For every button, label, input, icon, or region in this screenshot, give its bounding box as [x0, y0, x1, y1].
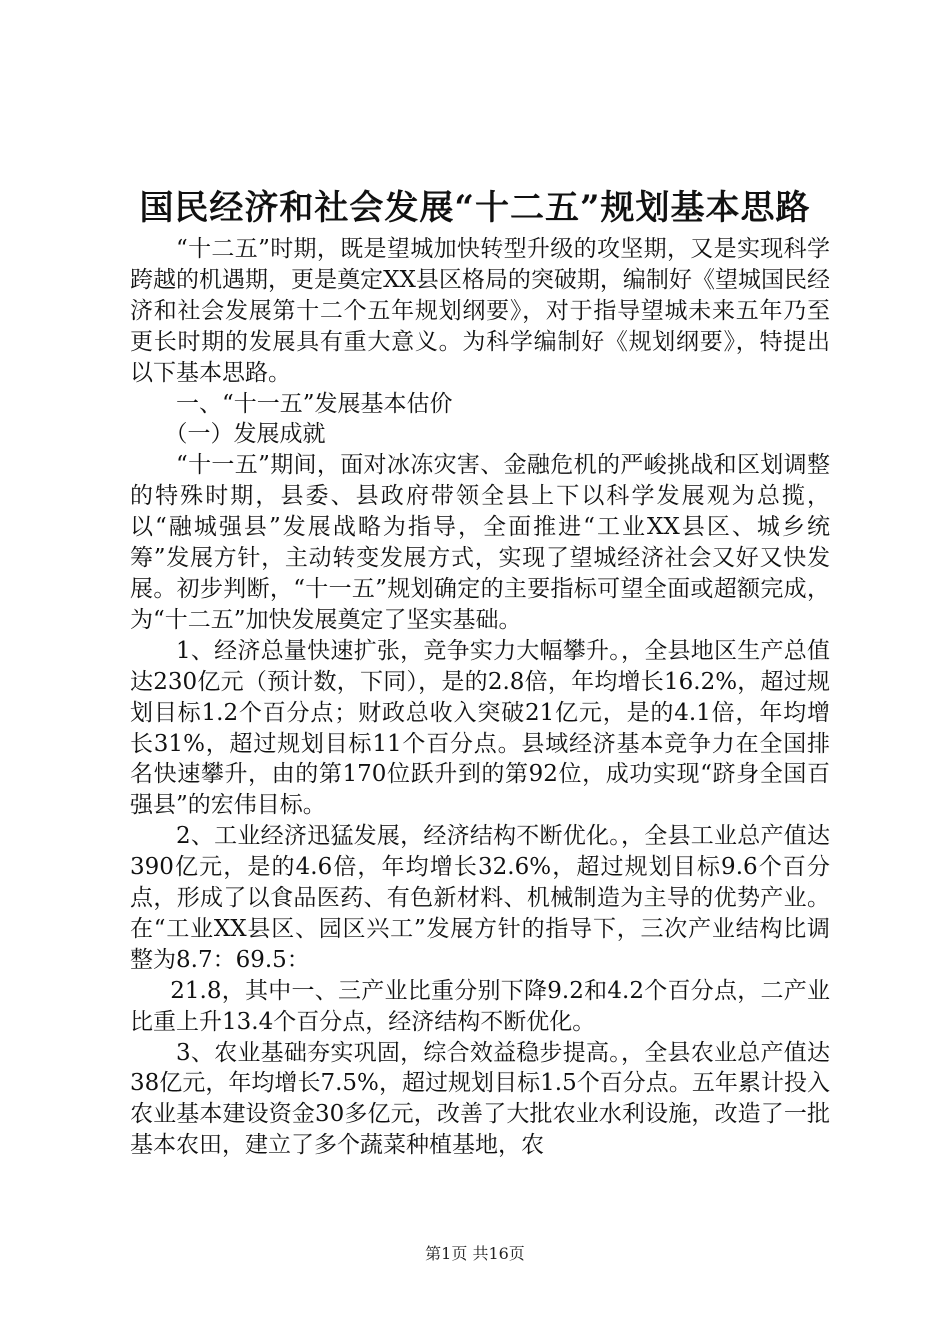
- agriculture-paragraph: 3、农业基础夯实巩固，综合效益稳步提高。，全县农业总产值达38亿元，年均增长7.5%，超过规划目标1.5个百分点。五年累计投入农业基本建设资金30多亿元，改善了大批农业水利设施，改造了一批基本农田，建立了多个蔬菜种植基地，农: [130, 1039, 830, 1159]
- subsection-heading: （一）发展成就: [164, 421, 326, 448]
- economy-paragraph: 1、经济总量快速扩张，竞争实力大幅攀升。，全县地区生产总值达230亿元（预计数，下同），是的2.8倍，年均增长16.2%，超过规划目标1.2个百分点；财政总收入突破21亿元，是的4.1倍，年均增长31%，超过规划目标11个百分点。县域经济基本竞争力在全国排名快速攀升，由的第170位跃升到的第92位，成功实现“跻身全国百强县”的宏伟目标。: [130, 637, 830, 819]
- industry-paragraph: 2、工业经济迅猛发展，经济结构不断优化。，全县工业总产值达390亿元，是的4.6倍，年均增长32.6%，超过规划目标9.6个百分点，形成了以食品医药、有色新材料、机械制造为主导的优势产业。在“工业XX县区、园区兴工”发展方针的指导下，三次产业结构比调整为8.7：69.5：: [130, 823, 830, 973]
- page-number: 第1页 共16页: [425, 1244, 525, 1263]
- structure-paragraph: 21.8，其中一、三产业比重分别下降9.2和4.2个百分点，二产业比重上升13.4个百分点，经济结构不断优化。: [130, 977, 830, 1035]
- intro-paragraph: “十二五”时期，既是望城加快转型升级的攻坚期，又是实现科学跨越的机遇期，更是奠定XX县区格局的突破期，编制好《望城国民经济和社会发展第十二个五年规划纲要》，对于指导望城未来五年乃至更长时期的发展具有重大意义。为科学编制好《规划纲要》，特提出以下基本思路。: [130, 236, 830, 386]
- achievements-paragraph: “十一五”期间，面对冰冻灾害、金融危机的严峻挑战和区划调整的特殊时期，县委、县政府带领全县上下以科学发展观为总揽，以“融城强县”发展战略为指导，全面推进“工业XX县区、城乡统筹”发展方针，主动转变发展方式，实现了望城经济社会又好又快发展。初步判断，“十一五”规划确定的主要指标可望全面或超额完成，为“十二五”加快发展奠定了坚实基础。: [130, 452, 830, 633]
- document-body: [130, 234, 830, 1161]
- document-title: 国民经济和社会发展“十二五”规划基本思路: [139, 188, 811, 228]
- section-heading: 一、“十一五”发展基本估价: [176, 390, 453, 417]
